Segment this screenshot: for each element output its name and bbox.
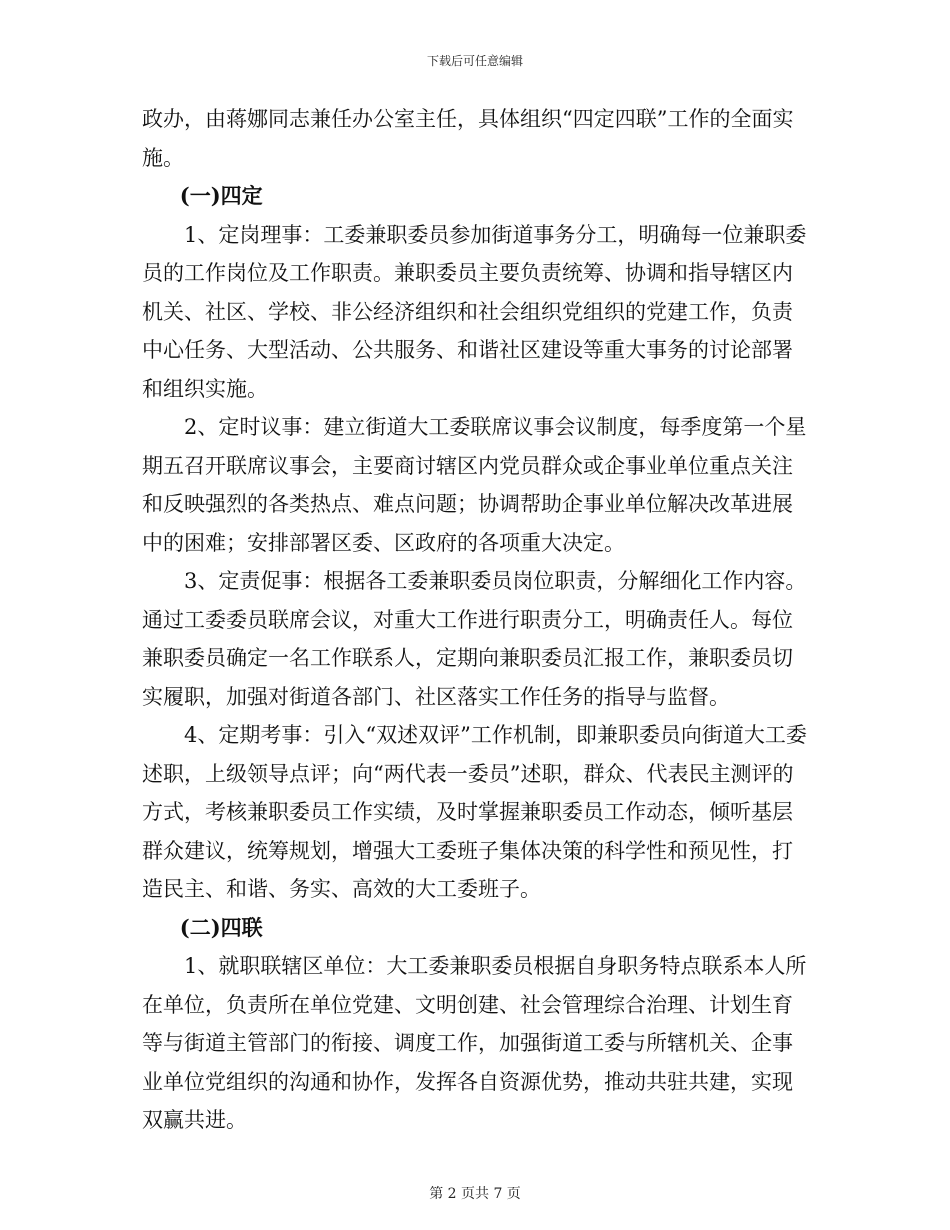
page-header: 下载后可任意编辑	[426, 54, 523, 68]
paragraph-continuation: 政办，由蒋娜同志兼任办公室主任，具体组织“四定四联”工作的全面实施。	[142, 107, 794, 170]
section-heading-four-definitions: (一)四定	[179, 183, 263, 208]
paragraph-item-1: 1、定岗理事：工委兼职委员参加街道事务分工，明确每一位兼职委员的工作岗位及工作职责。兼职委员主要负责统筹、协调和指导辖区内机关、社区、学校、非公经济组织和社会组织党组织的党建工作，负责中心任务、大型活动、公共服务、和谐社区建设等重大事务的讨论部署和组织实施。	[142, 222, 807, 401]
document-body	[142, 100, 810, 1140]
paragraph-item-4: 4、定期考事：引入“双述双评”工作机制，即兼职委员向街道大工委述职，上级领导点评；向“两代表一委员”述职，群众、代表民主测评的方式，考核兼职委员工作实绩，及时掌握兼职委员工作动态，倾听基层群众建议，统筹规划，增强大工委班子集体决策的科学性和预见性，打造民主、和谐、务实、高效的大工委班子。	[142, 723, 807, 901]
paragraph-item-2: 2、定时议事：建立街道大工委联席议事会议制度，每季度第一个星期五召开联席议事会，主要商讨辖区内党员群众或企事业单位重点关注和反映强烈的各类热点、难点问题；协调帮助企事业单位解决改革进展中的困难；安排部署区委、区政府的各项重大决定。	[142, 415, 807, 555]
section-heading-four-links: (二)四联	[179, 914, 263, 940]
paragraph-item-3: 3、定责促事：根据各工委兼职委员岗位职责，分解细化工作内容。通过工委委员联席会议，对重大工作进行职责分工，明确责任人。每位兼职委员确定一名工作联系人，定期向兼职委员汇报工作，兼职委员切实履职，加强对街道各部门、社区落实工作任务的指导与监督。	[142, 569, 807, 709]
paragraph-link-1: 1、就职联辖区单位：大工委兼职委员根据自身职务特点联系本人所在单位，负责所在单位党建、文明创建、社会管理综合治理、计划生育等与街道主管部门的衔接、调度工作，加强街道工委与所辖机关、企事业单位党组织的沟通和协作，发挥各自资源优势，推动共驻共建，实现双赢共进。	[142, 954, 807, 1132]
page-number-footer: 第 2 页共 7 页	[429, 1186, 521, 1202]
